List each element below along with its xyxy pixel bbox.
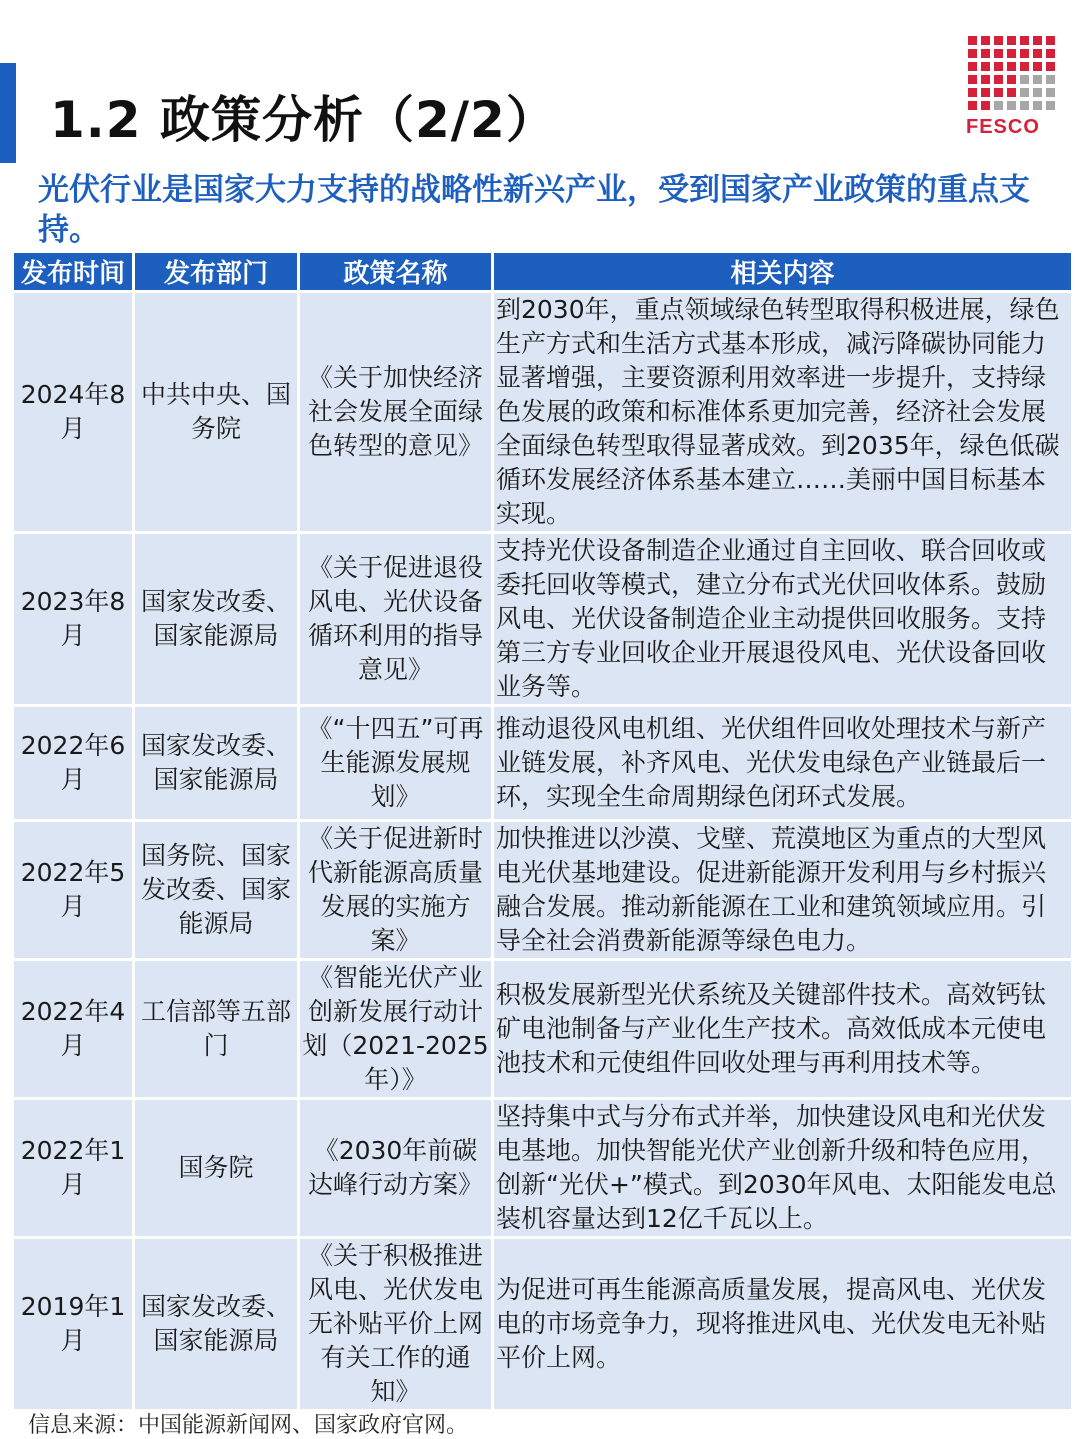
cell-date: 2022年1月: [14, 1100, 132, 1236]
header-name: 政策名称: [300, 253, 491, 290]
policy-table: [11, 250, 1074, 1412]
logo-dot: [1007, 36, 1016, 45]
logo-dot: [981, 101, 990, 110]
logo-dot: [994, 101, 1003, 110]
logo-dot: [1020, 49, 1029, 58]
cell-policy-name: 《关于促进退役风电、光伏设备循环利用的指导意见》: [300, 534, 491, 704]
title-accent-bar: [0, 63, 16, 163]
table-row: [14, 534, 1071, 704]
logo-dot: [981, 75, 990, 84]
logo-dot: [994, 62, 1003, 71]
cell-dept: 国家发改委、国家能源局: [135, 1239, 297, 1409]
logo-dot: [1020, 88, 1029, 97]
cell-dept: 国家发改委、国家能源局: [135, 534, 297, 704]
logo-dot: [968, 36, 977, 45]
logo-dot: [1020, 62, 1029, 71]
logo-dot: [968, 75, 977, 84]
logo-dot: [1046, 62, 1055, 71]
cell-date: 2022年4月: [14, 961, 132, 1097]
cell-dept: 国务院: [135, 1100, 297, 1236]
logo-dot: [1033, 62, 1042, 71]
logo-dot: [1033, 36, 1042, 45]
source-note: 信息来源：中国能源新闻网、国家政府官网。: [28, 1413, 469, 1438]
cell-content: 加快推进以沙漠、戈壁、荒漠地区为重点的大型风电光伏基地建设。促进新能源开发利用与乡村振兴融合发展。推动新能源在工业和建筑领域应用。引导全社会消费新能源等绿色电力。: [494, 822, 1071, 958]
cell-dept: 中共中央、国务院: [135, 293, 297, 531]
cell-policy-name: 《智能光伏产业创新发展行动计划（2021-2025年）》: [300, 961, 491, 1097]
logo-dot: [968, 88, 977, 97]
logo-dot: [1046, 101, 1055, 110]
cell-content: 为促进可再生能源高质量发展，提高风电、光伏发电的市场竞争力，现将推进风电、光伏发电无补贴平价上网。: [494, 1239, 1071, 1409]
cell-content: 坚持集中式与分布式并举，加快建设风电和光伏发电基地。加快智能光伏产业创新升级和特色应用，创新“光伏+”模式。到2030年风电、太阳能发电总装机容量达到12亿千瓦以上。: [494, 1100, 1071, 1236]
logo-dot: [1007, 88, 1016, 97]
logo-dot: [968, 49, 977, 58]
logo-dot: [1033, 88, 1042, 97]
cell-dept: 国家发改委、国家能源局: [135, 707, 297, 819]
logo-dot: [994, 88, 1003, 97]
logo-dot: [968, 62, 977, 71]
logo-dot: [981, 62, 990, 71]
header-dept: 发布部门: [135, 253, 297, 290]
cell-dept: 国务院、国家发改委、国家能源局: [135, 822, 297, 958]
logo-dot: [1033, 101, 1042, 110]
cell-content: 积极发展新型光伏系统及关键部件技术。高效钙钛矿电池制备与产业化生产技术。高效低成本元使电池技术和元使组件回收处理与再利用技术等。: [494, 961, 1071, 1097]
header-content: 相关内容: [494, 253, 1071, 290]
logo-dot: [1007, 101, 1016, 110]
logo-dot: [981, 49, 990, 58]
page-subtitle: 光伏行业是国家大力支持的战略性新兴产业，受到国家产业政策的重点支持。: [38, 172, 1030, 248]
table-row: [14, 707, 1071, 819]
logo-dot: [1046, 49, 1055, 58]
logo-dot: [981, 36, 990, 45]
cell-policy-name: 《2030年前碳达峰行动方案》: [300, 1100, 491, 1236]
table-row: [14, 293, 1071, 531]
logo-dot: [1020, 101, 1029, 110]
logo-dot: [968, 101, 977, 110]
cell-date: 2022年5月: [14, 822, 132, 958]
logo-text: FESCO: [966, 116, 1040, 138]
cell-policy-name: 《“十四五”可再生能源发展规划》: [300, 707, 491, 819]
logo-dot: [994, 36, 1003, 45]
table-header-row: [14, 253, 1071, 290]
logo-dot: [1007, 49, 1016, 58]
logo-dot: [1020, 75, 1029, 84]
logo-dot: [981, 88, 990, 97]
table-row: [14, 1239, 1071, 1409]
logo-dot: [1046, 88, 1055, 97]
cell-date: 2019年1月: [14, 1239, 132, 1409]
cell-dept: 工信部等五部门: [135, 961, 297, 1097]
header-date: 发布时间: [14, 253, 132, 290]
logo-dot: [1007, 62, 1016, 71]
logo-dot: [994, 75, 1003, 84]
cell-content: 到2030年，重点领域绿色转型取得积极进展，绿色生产方式和生活方式基本形成，减污降碳协同能力显著增强，主要资源利用效率进一步提升，支持绿色发展的政策和标准体系更加完善，经济社会发展全面绿色转型取得显著成效。到2035年，绿色低碳循环发展经济体系基本建立……美丽中国目标基本实现。: [494, 293, 1071, 531]
table-row: [14, 822, 1071, 958]
logo-dot: [1033, 75, 1042, 84]
table-row: [14, 1100, 1071, 1236]
cell-policy-name: 《关于积极推进风电、光伏发电无补贴平价上网有关工作的通知》: [300, 1239, 491, 1409]
cell-content: 推动退役风电机组、光伏组件回收处理技术与新产业链发展，补齐风电、光伏发电绿色产业链最后一环，实现全生命周期绿色闭环式发展。: [494, 707, 1071, 819]
logo-dot: [994, 49, 1003, 58]
logo-dot: [1020, 36, 1029, 45]
cell-policy-name: 《关于加快经济社会发展全面绿色转型的意见》: [300, 293, 491, 531]
logo-dot: [1046, 75, 1055, 84]
cell-policy-name: 《关于促进新时代新能源高质量发展的实施方案》: [300, 822, 491, 958]
logo-dot: [1007, 75, 1016, 84]
table-row: [14, 961, 1071, 1097]
cell-content: 支持光伏设备制造企业通过自主回收、联合回收或委托回收等模式，建立分布式光伏回收体系。鼓励风电、光伏设备制造企业主动提供回收服务。支持第三方专业回收企业开展退役风电、光伏设备回收业务等。: [494, 534, 1071, 704]
page-title: 1.2 政策分析（2/2）: [50, 91, 557, 149]
cell-date: 2023年8月: [14, 534, 132, 704]
fesco-logo: [962, 36, 1052, 146]
logo-dot: [1046, 36, 1055, 45]
cell-date: 2022年6月: [14, 707, 132, 819]
logo-dot-grid: [968, 36, 1052, 110]
cell-date: 2024年8月: [14, 293, 132, 531]
logo-dot: [1033, 49, 1042, 58]
